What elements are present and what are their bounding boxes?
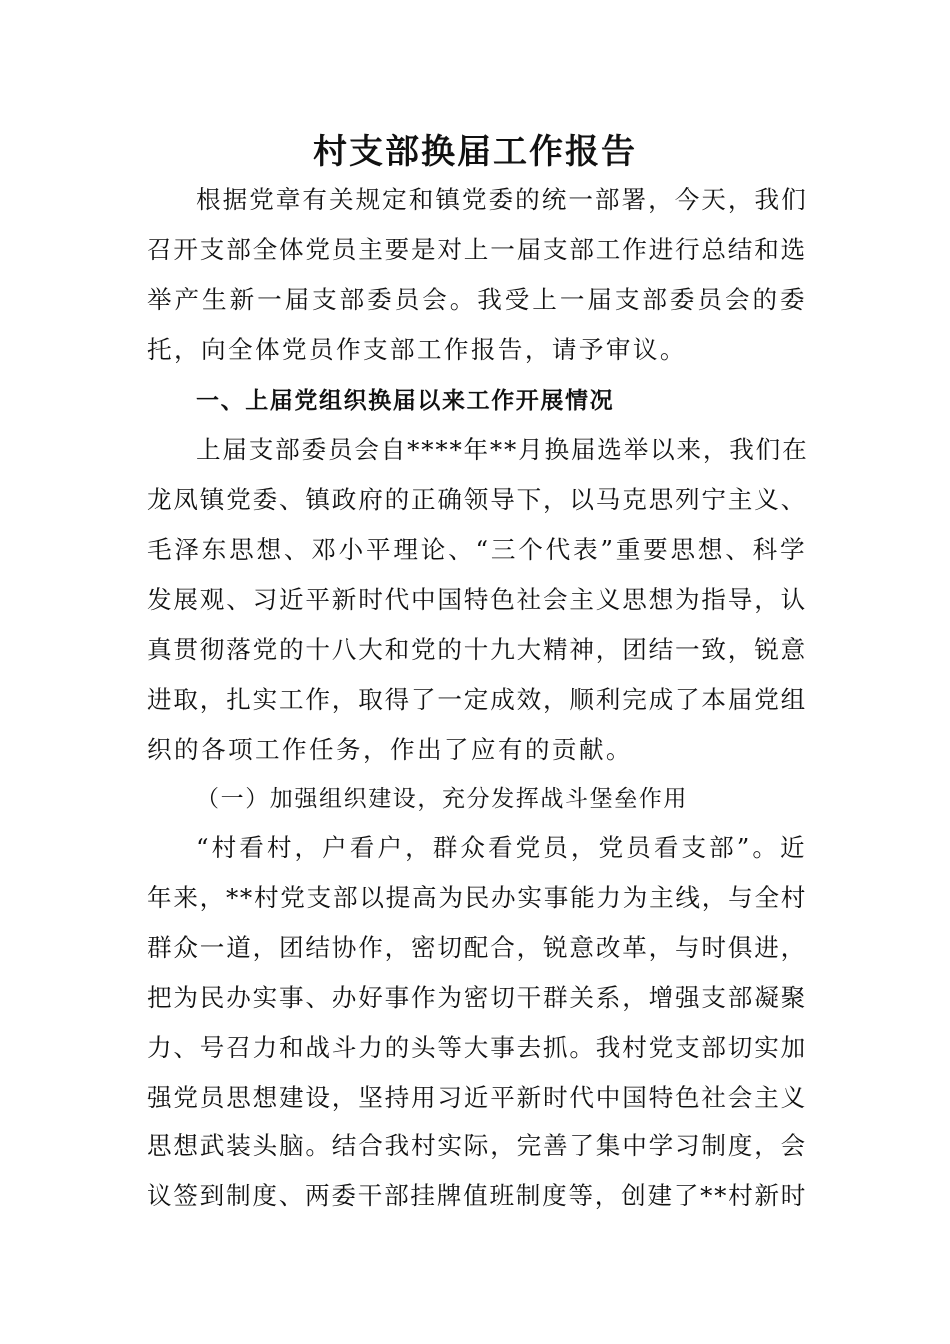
- paragraph-line: 举产生新一届支部委员会。我受上一届支部委员会的委: [147, 285, 807, 314]
- paragraph-line: 思想武装头脑。结合我村实际，完善了集中学习制度，会: [147, 1131, 807, 1160]
- paragraph-line: 强党员思想建设，坚持用习近平新时代中国特色社会主义: [147, 1083, 807, 1112]
- paragraph-line: “村看村，户看户，群众看党员，党员看支部”。近: [196, 833, 807, 862]
- paragraph-line: 议签到制度、两委干部挂牌值班制度等，创建了**村新时: [147, 1181, 807, 1210]
- paragraph-line: 毛泽东思想、邓小平理论、“三个代表”重要思想、科学: [147, 535, 807, 564]
- paragraph-line: 上届支部委员会自****年**月换届选举以来，我们在: [196, 435, 809, 464]
- paragraph-line: 力、号召力和战斗力的头等大事去抓。我村党支部切实加: [147, 1033, 807, 1062]
- paragraph-line: 年来，**村党支部以提高为民办实事能力为主线，与全村: [147, 883, 807, 912]
- paragraph-line: 根据党章有关规定和镇党委的统一部署，今天，我们: [196, 185, 808, 214]
- document-title: 村支部换届工作报告: [313, 132, 637, 172]
- paragraph-line: 群众一道，团结协作，密切配合，锐意改革，与时俱进，: [147, 933, 807, 962]
- paragraph-line: 织的各项工作任务，作出了应有的贡献。: [147, 735, 633, 764]
- subsection-heading: （一）加强组织建设，充分发挥战斗堡垒作用: [196, 786, 688, 812]
- paragraph-line: 把为民办实事、办好事作为密切干群关系，增强支部凝聚: [147, 983, 807, 1012]
- paragraph-line: 托，向全体党员作支部工作报告，请予审议。: [147, 335, 687, 364]
- paragraph-line: 真贯彻落党的十八大和党的十九大精神，团结一致，锐意: [147, 635, 807, 664]
- paragraph-line: 召开支部全体党员主要是对上一届支部工作进行总结和选: [147, 235, 807, 264]
- paragraph-line: 进取，扎实工作，取得了一定成效，顺利完成了本届党组: [147, 685, 807, 714]
- paragraph-line: 发展观、习近平新时代中国特色社会主义思想为指导，认: [147, 585, 807, 614]
- section-heading: 一、上届党组织换届以来工作开展情况: [196, 388, 615, 414]
- paragraph-line: 龙凤镇党委、镇政府的正确领导下，以马克思列宁主义、: [147, 485, 807, 514]
